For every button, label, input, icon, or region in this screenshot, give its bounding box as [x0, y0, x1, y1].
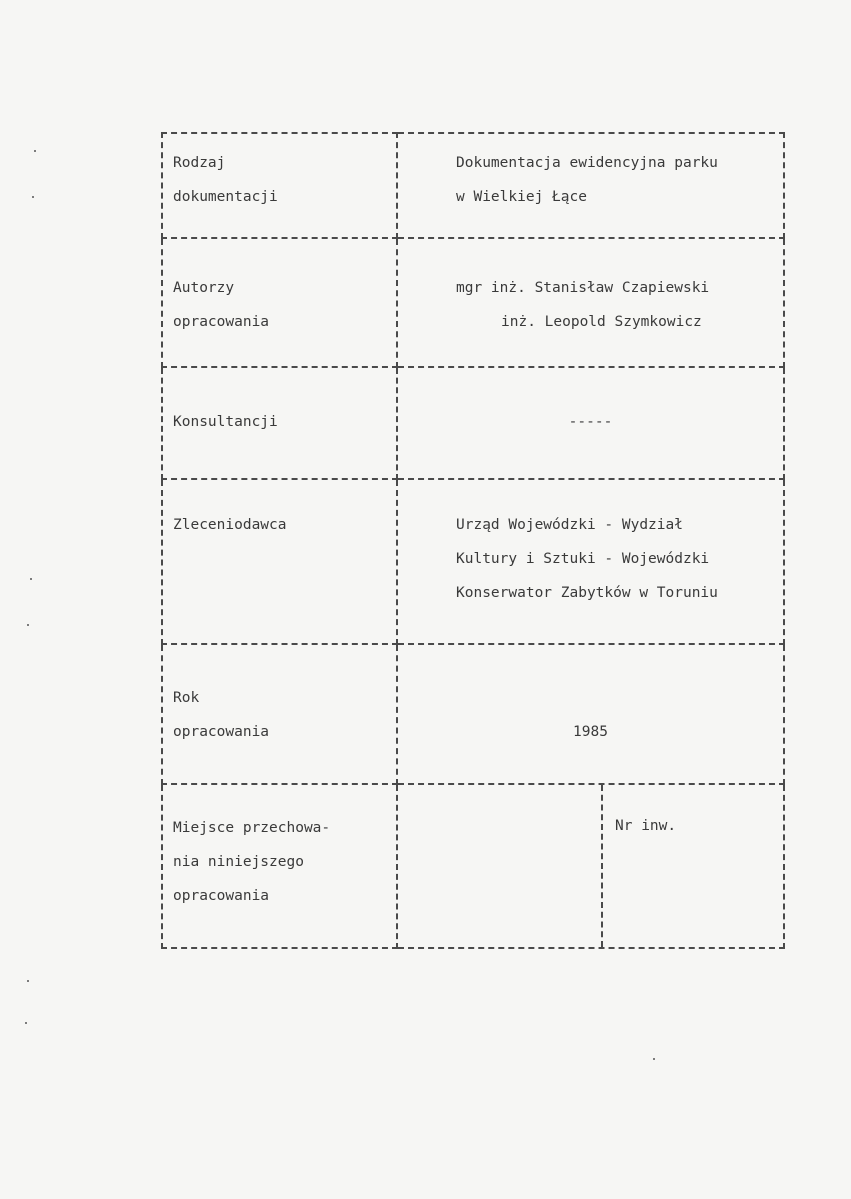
storage-blank-cell: [398, 785, 603, 947]
value-line: mgr inż. Stanisław Czapiewski: [456, 280, 710, 296]
label-cell: [162, 133, 397, 238]
label-line: Rodzaj: [173, 155, 226, 171]
value-line: Kultury i Sztuki - Wojewódzki: [456, 551, 710, 567]
value-line: inż. Leopold Szymkowicz: [501, 314, 702, 330]
value-line: 1985: [573, 724, 608, 740]
label-line: opracowania: [173, 888, 270, 904]
documentation-record-table: [161, 132, 785, 949]
label-cell: [162, 784, 397, 948]
value-cell: [397, 784, 784, 948]
label-cell: [162, 238, 397, 367]
storage-split: [398, 785, 783, 947]
label-cell: [162, 367, 397, 479]
value-cell: [397, 238, 784, 367]
label-line: Rok: [173, 690, 200, 706]
label-line: Miejsce przechowa-: [173, 820, 331, 836]
value-line: Dokumentacja ewidencyjna parku: [456, 155, 718, 171]
label-cell: [162, 479, 397, 644]
label-line: Autorzy: [173, 280, 235, 296]
value-line: -----: [568, 414, 613, 430]
margin-speck: [30, 578, 32, 580]
table-row-commissioner: [162, 479, 784, 644]
margin-speck: [25, 1022, 27, 1024]
label-line: opracowania: [173, 724, 270, 740]
value-cell: [397, 479, 784, 644]
value-line: Konserwator Zabytków w Toruniu: [456, 585, 718, 601]
label-cell: [162, 644, 397, 784]
table-row-storage-location: [162, 784, 784, 948]
table-row-consultants: [162, 367, 784, 479]
label-line: dokumentacji: [173, 189, 278, 205]
table-row-authors: [162, 238, 784, 367]
inventory-label: Nr inw.: [615, 818, 677, 834]
margin-speck: [32, 196, 34, 198]
value-line: w Wielkiej Łące: [456, 189, 587, 205]
value-cell: [397, 133, 784, 238]
margin-speck: [27, 624, 29, 626]
table-row-year: [162, 644, 784, 784]
label-line: Zleceniodawca: [173, 517, 287, 533]
page-speck: [653, 1058, 655, 1060]
table-row-document-type: [162, 133, 784, 238]
label-line: Konsultancji: [173, 414, 278, 430]
value-cell: [397, 367, 784, 479]
label-line: opracowania: [173, 314, 270, 330]
value-cell: [397, 644, 784, 784]
margin-speck: [34, 150, 36, 152]
label-line: nia niniejszego: [173, 854, 304, 870]
margin-speck: [27, 980, 29, 982]
inventory-cell: [603, 785, 676, 947]
value-line: Urząd Wojewódzki - Wydział: [456, 517, 683, 533]
